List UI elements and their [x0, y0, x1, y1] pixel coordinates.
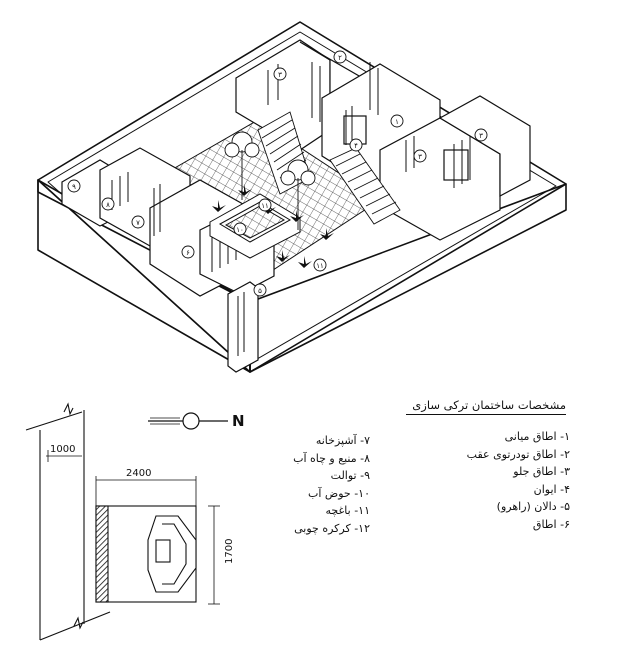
legend-item: ۳- اطاق جلو	[513, 465, 570, 478]
marker-11b	[314, 259, 326, 271]
north-arrow	[148, 413, 228, 429]
marker-2	[334, 51, 346, 63]
legend-item: ۵- دالان (راهرو)	[496, 500, 570, 513]
marker-3a	[274, 68, 286, 80]
legend-item: ۸- منبع و چاه آب	[293, 451, 370, 465]
marker-1	[391, 115, 403, 127]
legend-item: ۶- اطاق	[532, 517, 570, 531]
svg-text:۴: ۴	[354, 142, 358, 150]
svg-text:۱۰: ۱۰	[236, 226, 244, 234]
svg-text:۳: ۳	[278, 71, 282, 79]
svg-text:۶: ۶	[186, 249, 190, 257]
marker-6	[182, 246, 194, 258]
dimension-width: 2400	[126, 468, 152, 479]
north-label: N	[232, 412, 245, 430]
marker-3b	[414, 150, 426, 162]
legend-item: ۹- توالت	[330, 469, 370, 482]
marker-10	[234, 223, 246, 235]
marker-5	[254, 284, 266, 296]
svg-text:۱۱: ۱۱	[261, 202, 269, 210]
legend-item: ۱۱- باغچه	[325, 504, 370, 517]
legend-left	[250, 432, 370, 537]
dimension-depth: 1700	[224, 538, 235, 564]
marker-9	[68, 180, 80, 192]
svg-text:۹: ۹	[72, 183, 76, 191]
svg-text:۱: ۱	[395, 118, 399, 126]
svg-text:۳: ۳	[479, 132, 483, 140]
legend-item: ۱۰- حوض آب	[308, 486, 370, 500]
legend-item: ۲- اطاق تودرتوی عقب	[466, 447, 570, 461]
marker-11a	[259, 199, 271, 211]
marker-4	[350, 139, 362, 151]
dimension-top: 1000	[50, 444, 76, 455]
svg-text:۲: ۲	[338, 54, 342, 62]
svg-text:۱۱: ۱۱	[316, 262, 324, 270]
svg-text:۷: ۷	[136, 219, 140, 227]
svg-text:۵: ۵	[258, 287, 262, 295]
svg-text:۸: ۸	[106, 201, 110, 209]
legend-item: ۱۲- کرکره چوبی	[294, 521, 370, 535]
marker-3c	[475, 129, 487, 141]
legend-item: ۴- ایوان	[533, 482, 570, 496]
legend-title: مشخصات ساختمان ترکی سازی	[406, 398, 566, 415]
marker-8	[102, 198, 114, 210]
site-plan-sketch	[26, 404, 220, 640]
svg-text:۳: ۳	[418, 153, 422, 161]
marker-7	[132, 216, 144, 228]
legend-item: ۷- آشپزخانه	[315, 434, 370, 447]
legend-item: ۱- اطاق میانی	[504, 430, 570, 443]
legend-right	[430, 428, 570, 533]
